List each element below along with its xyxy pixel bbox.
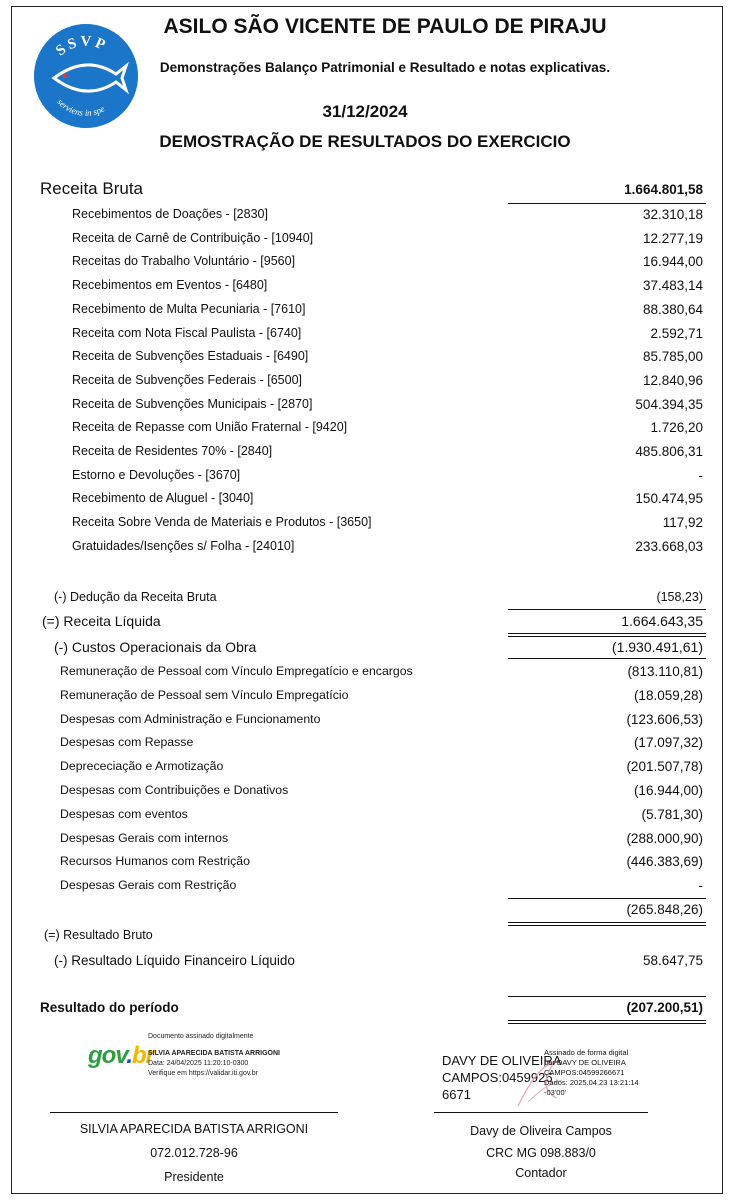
logo-motto: serviens in spe [55, 96, 107, 118]
divider [508, 1023, 706, 1024]
receita-liquida-value: 1.664.643,35 [621, 613, 703, 629]
row-value: 88.380,64 [642, 301, 703, 317]
statement-row [0, 278, 730, 298]
row-value: (18.059,28) [633, 687, 703, 703]
receita-bruta-value: 1.664.801,58 [624, 182, 703, 197]
row-value: 85.785,00 [642, 349, 703, 365]
signature-line-right [434, 1112, 648, 1113]
govbr-logo: gov.br [88, 1042, 155, 1069]
row-label: Recebimento de Aluguel - [3040] [72, 491, 254, 506]
statement-row [0, 444, 730, 464]
right-signer-role: Contador [515, 1166, 567, 1180]
deducao-row [0, 590, 730, 610]
statement-row [0, 231, 730, 251]
logo-text: SSVP [53, 33, 111, 60]
row-value: 485.806,31 [635, 444, 703, 459]
statement-row [0, 878, 730, 898]
receita-bruta-row [0, 179, 730, 203]
statement-row [0, 539, 730, 559]
row-label: Remuneração de Pessoal com Vínculo Empregatício e encargos [60, 664, 413, 678]
right-signer-doc: CRC MG 098.883/0 [486, 1146, 596, 1160]
row-value: 150.474,95 [635, 491, 703, 507]
stamp-line: CAMPOS:04599266671 [544, 1068, 625, 1077]
statement-row [0, 491, 730, 511]
financeiro-label: (-) Resultado Líquido Financeiro Líquido [54, 953, 295, 968]
row-value: (446.383,69) [626, 854, 703, 870]
row-label: Gratuidades/Isenções s/ Folha - [24010] [72, 538, 295, 553]
stamp-date: Data: 24/04/2025 11:20:10-0300 [148, 1060, 249, 1067]
stamp-line: Dados: 2025.04.23 13:21:14 [544, 1078, 639, 1087]
document-subtitle: Demonstrações Balanço Patrimonial e Resultado e notas explicativas. [159, 60, 611, 75]
subtotal-row [0, 902, 730, 922]
statement-row [0, 712, 730, 732]
left-signer-doc: 072.012.728-96 [150, 1146, 238, 1160]
divider [508, 203, 706, 204]
statement-row [0, 759, 730, 779]
custos-label: (-) Custos Operacionais da Obra [54, 639, 257, 655]
stamp-verify: Verifique em https://validar.iti.gov.br [148, 1070, 258, 1077]
row-label: Recebimento de Multa Pecuniaria - [7610] [72, 301, 306, 316]
row-value: 32.310,18 [642, 207, 703, 222]
row-label: Despesas com Administração e Funcionamento [60, 711, 321, 726]
stamp-line: por DAVY DE OLIVEIRA [544, 1058, 626, 1067]
row-value: (17.097,32) [633, 735, 703, 751]
resultado-periodo-value: (207.200,51) [626, 1000, 703, 1015]
row-value: - [698, 878, 703, 894]
row-label: Estorno e Devoluções - [3670] [72, 467, 241, 482]
statement-row [0, 468, 730, 488]
divider [508, 633, 706, 634]
row-value: (813.110,81) [627, 664, 703, 679]
stamp-signer: SILVIA APARECIDA BATISTA ARRIGONI [148, 1050, 280, 1057]
row-label: Receita com Nota Fiscal Paulista - [6740] [72, 325, 302, 340]
divider [508, 609, 706, 610]
row-value: (288.000,90) [626, 830, 703, 846]
receita-bruta-label: Receita Bruta [40, 179, 143, 198]
receita-liquida-row [0, 613, 730, 633]
report-title: DEMOSTRAÇÃO DE RESULTADOS DO EXERCICIO [159, 132, 571, 151]
divider [508, 898, 706, 899]
right-signer-name: Davy de Oliveira Campos [470, 1124, 612, 1138]
divider [508, 1020, 706, 1021]
divider [508, 658, 706, 659]
resultado-periodo-row [0, 1000, 730, 1020]
left-signer-name: SILVIA APARECIDA BATISTA ARRIGONI [79, 1122, 309, 1136]
row-value: - [698, 467, 703, 483]
row-label: Deprececiação e Armotização [60, 759, 224, 774]
row-label: Remuneração de Pessoal sem Vínculo Empregatício [60, 687, 349, 702]
signature-line-left [50, 1112, 338, 1113]
statement-row [0, 302, 730, 322]
financeiro-row [0, 953, 730, 973]
row-label: Receita de Subvenções Municipais - [2870] [72, 396, 313, 411]
resultado-bruto-row [0, 928, 730, 948]
row-value: (123.606,53) [626, 711, 703, 727]
statement-row [0, 326, 730, 346]
statement-row [0, 254, 730, 274]
statement-row [0, 664, 730, 684]
row-label: Despesas Gerais com internos [60, 830, 229, 845]
statement-row [0, 735, 730, 755]
statement-row [0, 688, 730, 708]
row-value: (16.944,00) [633, 783, 703, 798]
row-value: (5.781,30) [641, 806, 703, 822]
row-label: Receita de Subvenções Estaduais - [6490] [72, 349, 309, 364]
row-value: 1.726,20 [650, 420, 703, 436]
row-value: 37.483,14 [642, 278, 703, 294]
statement-row [0, 783, 730, 803]
row-value: (201.507,78) [626, 759, 703, 775]
row-value: 16.944,00 [642, 254, 703, 270]
row-value: 233.668,03 [635, 538, 703, 554]
receita-liquida-label: (=) Receita Líquida [42, 613, 161, 629]
report-date: 31/12/2024 [322, 102, 408, 121]
row-label: Despesas com eventos [60, 806, 188, 821]
row-label: Despesas Gerais com Restrição [60, 878, 237, 893]
row-label: Recursos Humanos com Restrição [60, 854, 250, 869]
divider [508, 996, 706, 997]
stamp-line: Assinado de forma digital [544, 1048, 629, 1057]
institution-title: ASILO SÃO VICENTE DE PAULO DE PIRAJU [163, 15, 607, 38]
stamp-line: -03'00' [544, 1088, 567, 1097]
row-value: 504.394,35 [635, 396, 703, 412]
resultado-bruto-label: (=) Resultado Bruto [44, 928, 153, 942]
row-label: Receita de Residentes 70% - [2840] [72, 444, 273, 458]
statement-row [0, 831, 730, 851]
resultado-periodo-label: Resultado do período [40, 1000, 179, 1015]
statement-row [0, 807, 730, 827]
divider [508, 925, 706, 926]
statement-row [0, 854, 730, 874]
row-label: Despesas com Repasse [60, 735, 194, 750]
statement-row [0, 373, 730, 393]
row-value: 2.592,71 [650, 325, 703, 341]
row-label: Receita de Carnê de Contribuição - [10940] [72, 230, 314, 245]
statement-row [0, 515, 730, 535]
deducao-value: (158,23) [656, 590, 703, 604]
row-label: Recebimentos em Eventos - [6480] [72, 278, 268, 293]
row-value: 12.840,96 [642, 372, 703, 388]
row-label: Receita de Repasse com União Fraternal - [9420] [72, 420, 348, 435]
row-label: Receita Sobre Venda de Materiais e Produtos - [3650] [72, 515, 372, 530]
statement-row [0, 349, 730, 369]
divider [508, 636, 706, 637]
signer-name-line: CAMPOS:0459926 [442, 1070, 553, 1085]
custos-value: (1.930.491,61) [611, 639, 703, 655]
signer-name-line: 6671 [442, 1087, 471, 1102]
financeiro-value: 58.647,75 [642, 953, 703, 968]
row-label: Recebimentos de Doações - [2830] [72, 207, 268, 221]
row-value: 12.277,19 [642, 230, 703, 246]
custos-row [0, 639, 730, 659]
subtotal-value: (265.848,26) [626, 902, 703, 917]
divider [508, 922, 706, 923]
statement-row [0, 207, 730, 227]
row-label: Despesas com Contribuições e Donativos [60, 783, 289, 797]
stamp-line: Documento assinado digitalmente [148, 1033, 254, 1040]
row-label: Receitas do Trabalho Voluntário - [9560] [72, 254, 296, 269]
statement-row [0, 420, 730, 440]
left-signer-role: Presidente [164, 1170, 224, 1184]
row-label: Receita de Subvenções Federais - [6500] [72, 372, 302, 387]
statement-row [0, 397, 730, 417]
signer-name-line: DAVY DE OLIVEIRA [442, 1053, 562, 1068]
deducao-label: (-) Dedução da Receita Bruta [54, 590, 217, 604]
row-value: 117,92 [662, 515, 703, 531]
